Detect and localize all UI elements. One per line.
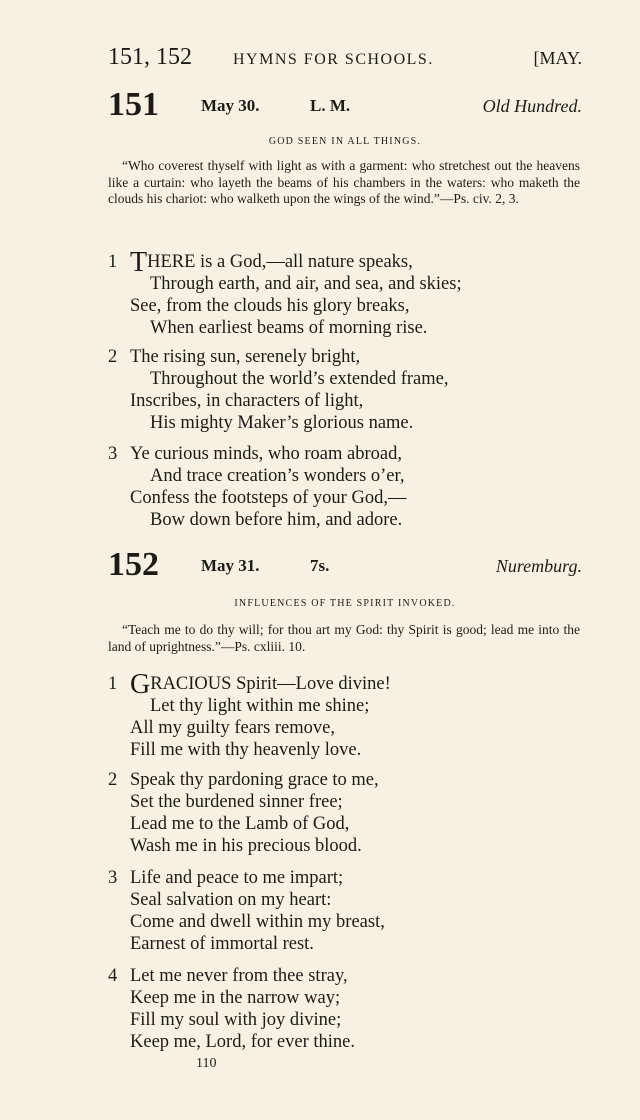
stanza-line: Keep me, Lord, for ever thine. (130, 1032, 355, 1052)
stanza-line: Confess the footsteps of your God,— (130, 488, 407, 508)
hymn-tune: Nuremburg. (495, 556, 582, 576)
hymn-subtitle: INFLUENCES OF THE SPIRIT INVOKED. (234, 598, 456, 609)
hymn-number: 152 (108, 546, 159, 583)
stanza-line: Let thy light within me shine; (150, 696, 370, 716)
stanza-line: See, from the clouds his glory breaks, (130, 296, 410, 316)
hymn-date: May 31. (201, 556, 260, 575)
stanza-line: Come and dwell within my breast, (130, 912, 385, 932)
drop-cap: G (130, 669, 151, 700)
hymn-meter: 7s. (310, 556, 330, 575)
stanza-line: Bow down before him, and adore. (150, 510, 403, 530)
hymn-date: May 30. (201, 96, 260, 115)
first-line-rest: RACIOUS Spirit—Love divine! (150, 674, 391, 694)
stanza-line: Throughout the world’s extended frame, (150, 369, 449, 389)
stanza-line: His mighty Maker’s glorious name. (150, 413, 414, 433)
stanza-line: Seal salvation on my heart: (130, 890, 332, 910)
stanza-line: Keep me in the narrow way; (130, 988, 341, 1008)
running-head-page-numbers: 151, 152 (108, 44, 192, 70)
running-head-title: HYMNS FOR SCHOOLS. (233, 51, 434, 68)
hymn-epigraph: “Teach me to do thy will; for thou art my God: thy Spirit is good; lead me into the land of uprightness.”—Ps. cxliii. 10. (108, 622, 580, 654)
stanza-line: All my guilty fears remove, (130, 718, 335, 738)
drop-cap: T (130, 247, 148, 278)
stanza-number: 3 (108, 444, 118, 464)
stanza-line: The rising sun, serenely bright, (130, 347, 361, 367)
stanza-line: Ye curious minds, who roam abroad, (130, 444, 402, 464)
hymn-152-header (108, 546, 582, 586)
stanza-line: Speak thy pardoning grace to me, (130, 770, 379, 790)
hymn-meter: L. M. (310, 96, 351, 115)
running-head (108, 44, 582, 76)
stanza-number: 3 (108, 868, 118, 888)
first-line-rest: HERE is a God,—all nature speaks, (147, 252, 413, 272)
hymn-epigraph: “Who coverest thyself with light as with a garment: who stretchest out the heavens like a curtain: who layeth the beams of his chambers in the waters: who maketh the clouds his chariot: who walketh upon the wings of the wind.”—Ps. civ. 2, 3. (108, 158, 580, 206)
stanza-number: 1 (108, 252, 118, 272)
hymn-tune: Old Hundred. (482, 96, 582, 116)
stanza-number: 4 (108, 966, 118, 986)
stanza-line: Set the burdened sinner free; (130, 792, 343, 812)
stanza-number: 2 (108, 347, 118, 367)
stanza-line: Let me never from thee stray, (130, 966, 348, 986)
stanza-line: Lead me to the Lamb of God, (130, 814, 350, 834)
stanza-line (130, 669, 391, 700)
page-folio: 110 (196, 1056, 217, 1071)
stanza-line: Fill me with thy heavenly love. (130, 740, 362, 760)
stanza-line: Wash me in his precious blood. (130, 836, 362, 856)
stanza-line: When earliest beams of morning rise. (150, 318, 428, 338)
stanza-number: 2 (108, 770, 118, 790)
stanza-line: And trace creation’s wonders o’er, (150, 466, 405, 486)
stanza-line: Inscribes, in characters of light, (130, 391, 364, 411)
stanza-line: Earnest of immortal rest. (130, 934, 314, 954)
running-head-month: [MAY. (533, 48, 582, 68)
hymn-number: 151 (108, 86, 159, 123)
stanza-line: Fill my soul with joy divine; (130, 1010, 342, 1030)
stanza-line (130, 247, 413, 278)
hymn-151-header (108, 86, 582, 126)
hymn-subtitle: GOD SEEN IN ALL THINGS. (268, 136, 422, 147)
stanza-number: 1 (108, 674, 118, 694)
stanza-line: Through earth, and air, and sea, and skies; (150, 274, 462, 294)
stanza-line: Life and peace to me impart; (130, 868, 344, 888)
